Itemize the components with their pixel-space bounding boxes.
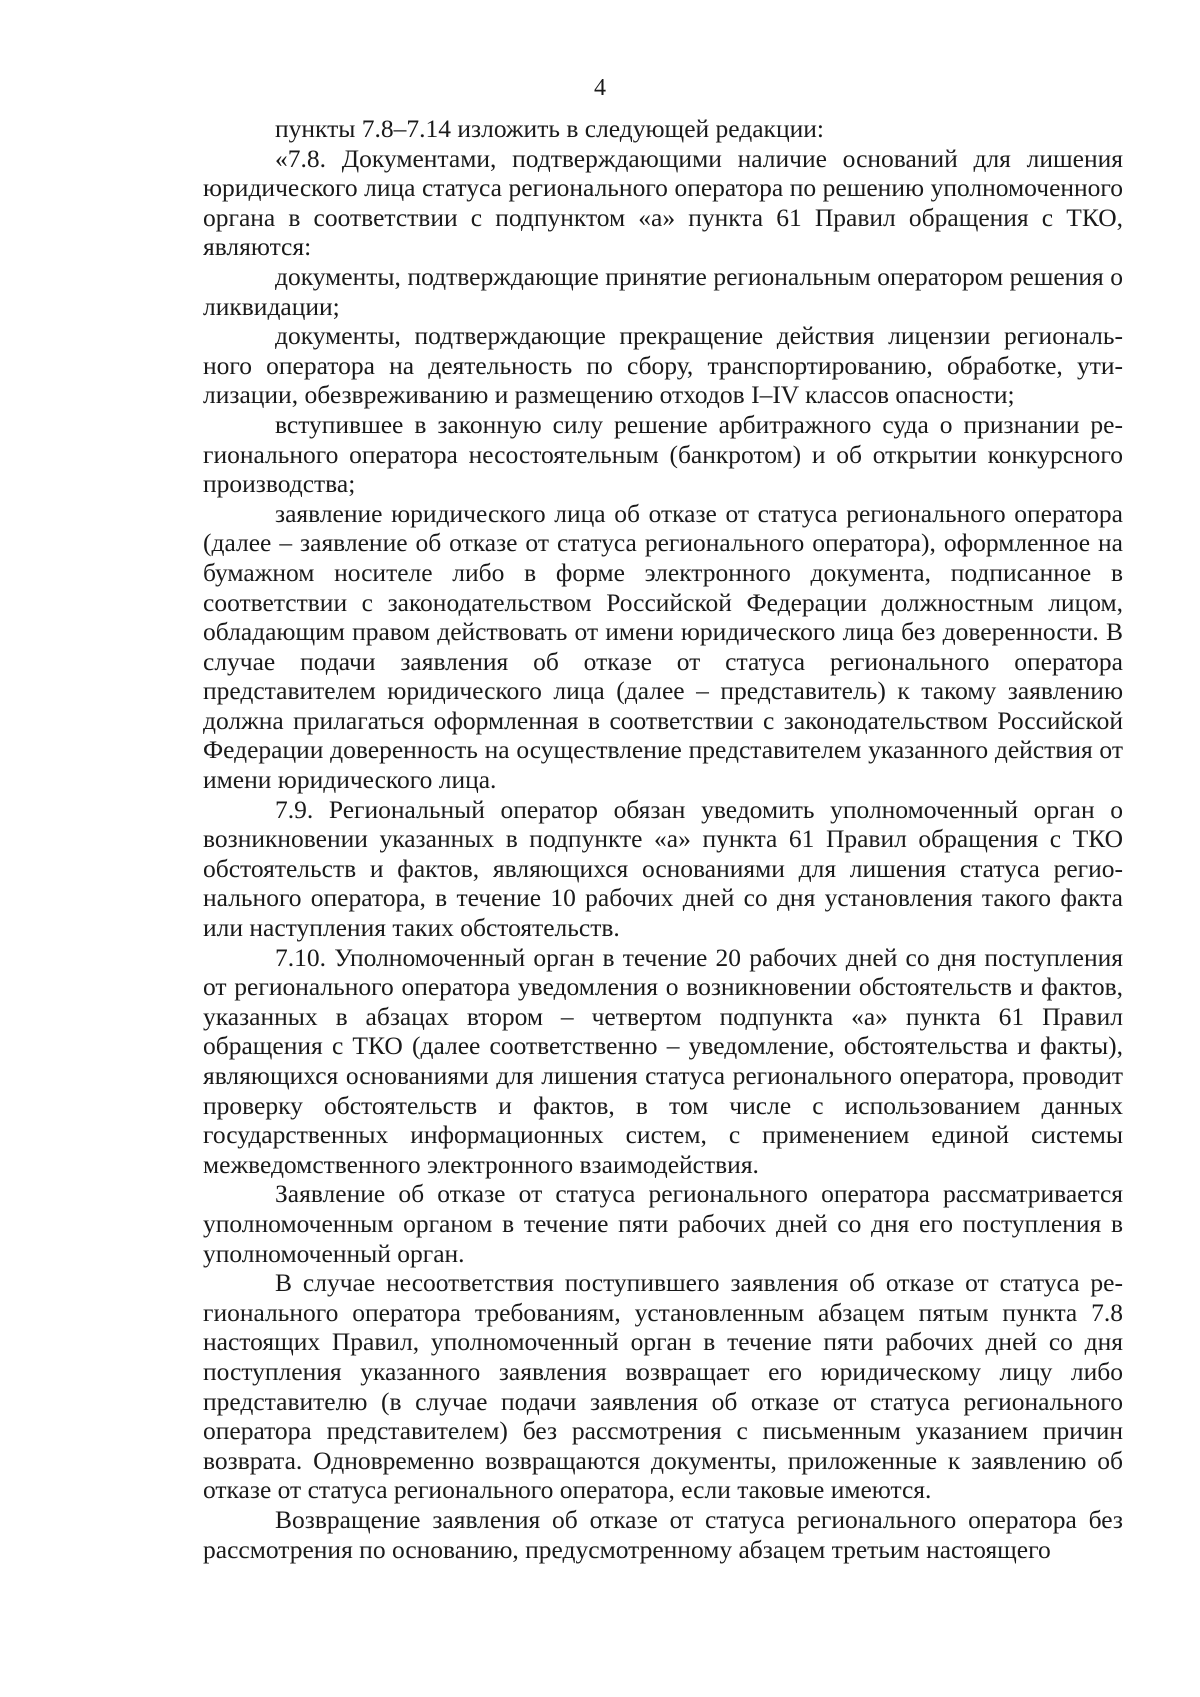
paragraph-return-grounds: Возвращение заявления об отказе от статуса регионального оператора без рассмотрения по основанию, предусмотренному абзацем третьим настоящего (203, 1504, 1123, 1564)
paragraph-refusal-application: заявление юридического лица об отказе от статуса регионального оператора (далее – заявление об отказе от статуса регионального оператора), оформленное на бумажном носителе либо в форме электронного документа, подписанное в соответствии с законодательством Российской Федерации должностным лицом, обладающим правом действовать от имени юридического лица без доверенности. В случае подачи заявления об отказе от статуса регионального оператора представителем юридического лица (далее – представитель) к такому заявлению должна прилагаться оформленная в соответствии с законодательством Российской Федерации доверенность на осуществление представителем указанного действия от имени юридического лица. (203, 498, 1123, 795)
paragraph-court-decision: вступившее в законную силу решение арбитражного суда о признании регионального оператора несостоятельным (банкротом) и об открытии конкурсного производства; (203, 409, 1123, 499)
paragraph-7-10: 7.10. Уполномоченный орган в течение 20 рабочих дней со дня поступления от регионального оператора уведомления о возникновении обстоятельств и фактов, указанных в абзацах втором – четвертом подпункта «а» пункта 61 Правил обращения с ТКО (далее соответственно – уведомление, обстоятельства и факты), являющихся основаниями для лишения статуса регионального оператора, проводит проверку обстоятельств и фактов, в том числе с использованием данных государственных информационных систем, с применением единой системы межведомственного электронного взаимодействия. (203, 942, 1123, 1179)
paragraph-application-review: Заявление об отказе от статуса регионального оператора рассматривается уполномоченным органом в течение пяти рабочих дней со дня его поступления в уполномоченный орган. (203, 1179, 1123, 1268)
page-number: 4 (594, 75, 606, 101)
document-body (203, 114, 1123, 1564)
paragraph-license-docs: документы, подтверждающие прекращение действия лицензии регионального оператора на деятельность по сбору, транспортированию, обработке, утилизации, обезвреживанию и размещению отходов I–IV классов опасности; (203, 321, 1123, 410)
paragraph-7-8: «7.8. Документами, подтверждающими наличие оснований для лишения юридического лица статуса регионального оператора по решению уполномоченного органа в соответствии с подпунктом «а» пункта 61 Правил обращения с ТКО, являются: (203, 143, 1123, 262)
paragraph-application-return: В случае несоответствия поступившего заявления об отказе от статуса регионального оператора требованиям, установленным абзацем пятым пункта 7.8 настоящих Правил, уполномоченный орган в течение пяти рабочих дней со дня поступления указанного заявления возвращает его юридическому лицу либо представителю (в случае подачи заявления об отказе от статуса регионального оператора представителем) без рассмотрения с письменным указанием причин возврата. Одновременно возвращаются документы, приложенные к заявлению об отказе от статуса регионального оператора, если таковые имеются. (203, 1268, 1123, 1505)
paragraph-7-9: 7.9. Региональный оператор обязан уведомить уполномоченный орган о возникновении указанных в подпункте «а» пункта 61 Правил обращения с ТКО обстоятельств и фактов, являющихся основаниями для лишения статуса регионального оператора, в течение 10 рабочих дней со дня установления такого факта или наступления таких обстоятельств. (203, 794, 1123, 943)
paragraph-liquidation-docs: документы, подтверждающие принятие региональным оператором решения о ликвидации; (203, 261, 1123, 321)
paragraph-intro: пункты 7.8–7.14 изложить в следующей редакции: (275, 114, 824, 143)
